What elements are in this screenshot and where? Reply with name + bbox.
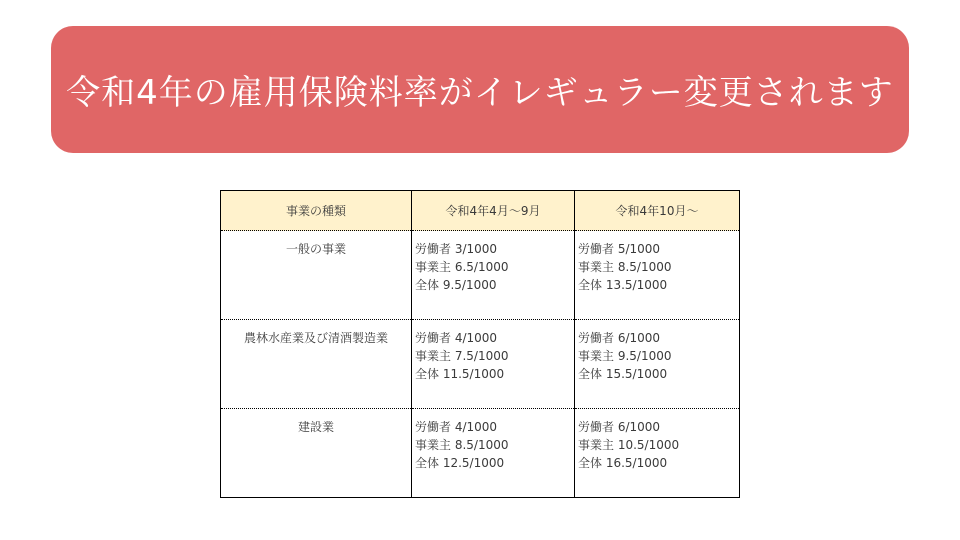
rate-line: 事業主 8.5/1000 (578, 260, 672, 274)
rate-line: 全体 9.5/1000 (415, 278, 497, 292)
rate-cell-period1 (412, 320, 575, 409)
table-row (221, 320, 740, 409)
rate-line: 全体 16.5/1000 (578, 456, 668, 470)
rate-line: 事業主 8.5/1000 (415, 438, 509, 452)
header-business-type: 事業の種類 (221, 191, 412, 231)
business-type-cell: 農林水産業及び清酒製造業 (221, 320, 412, 409)
rate-line: 労働者 6/1000 (578, 331, 661, 345)
table-row (221, 409, 740, 498)
rate-line: 全体 15.5/1000 (578, 367, 668, 381)
rate-cell-period2 (575, 231, 740, 320)
rate-line: 労働者 4/1000 (415, 331, 498, 345)
slide-title: 令和4年の雇用保険料率がイレギュラー変更されます (66, 73, 894, 113)
rate-line: 事業主 9.5/1000 (578, 349, 672, 363)
rate-cell-period2 (575, 320, 740, 409)
rate-line: 全体 12.5/1000 (415, 456, 505, 470)
rate-cell-period1 (412, 231, 575, 320)
rate-line: 事業主 6.5/1000 (415, 260, 509, 274)
rate-line: 労働者 5/1000 (578, 242, 661, 256)
business-type-cell: 建設業 (221, 409, 412, 498)
header-period-oct: 令和4年10月～ (575, 191, 740, 231)
insurance-rate-table (220, 190, 740, 498)
table-row (221, 231, 740, 320)
rate-line: 全体 13.5/1000 (578, 278, 668, 292)
rate-line: 全体 11.5/1000 (415, 367, 505, 381)
rate-line: 労働者 6/1000 (578, 420, 661, 434)
business-type-cell: 一般の事業 (221, 231, 412, 320)
rate-line: 事業主 7.5/1000 (415, 349, 509, 363)
rate-cell-period2 (575, 409, 740, 498)
rate-line: 労働者 4/1000 (415, 420, 498, 434)
title-banner (51, 26, 909, 153)
rate-line: 労働者 3/1000 (415, 242, 498, 256)
header-period-apr-sep: 令和4年4月～9月 (412, 191, 575, 231)
rate-line: 事業主 10.5/1000 (578, 438, 680, 452)
rate-cell-period1 (412, 409, 575, 498)
table-header-row (221, 191, 740, 231)
